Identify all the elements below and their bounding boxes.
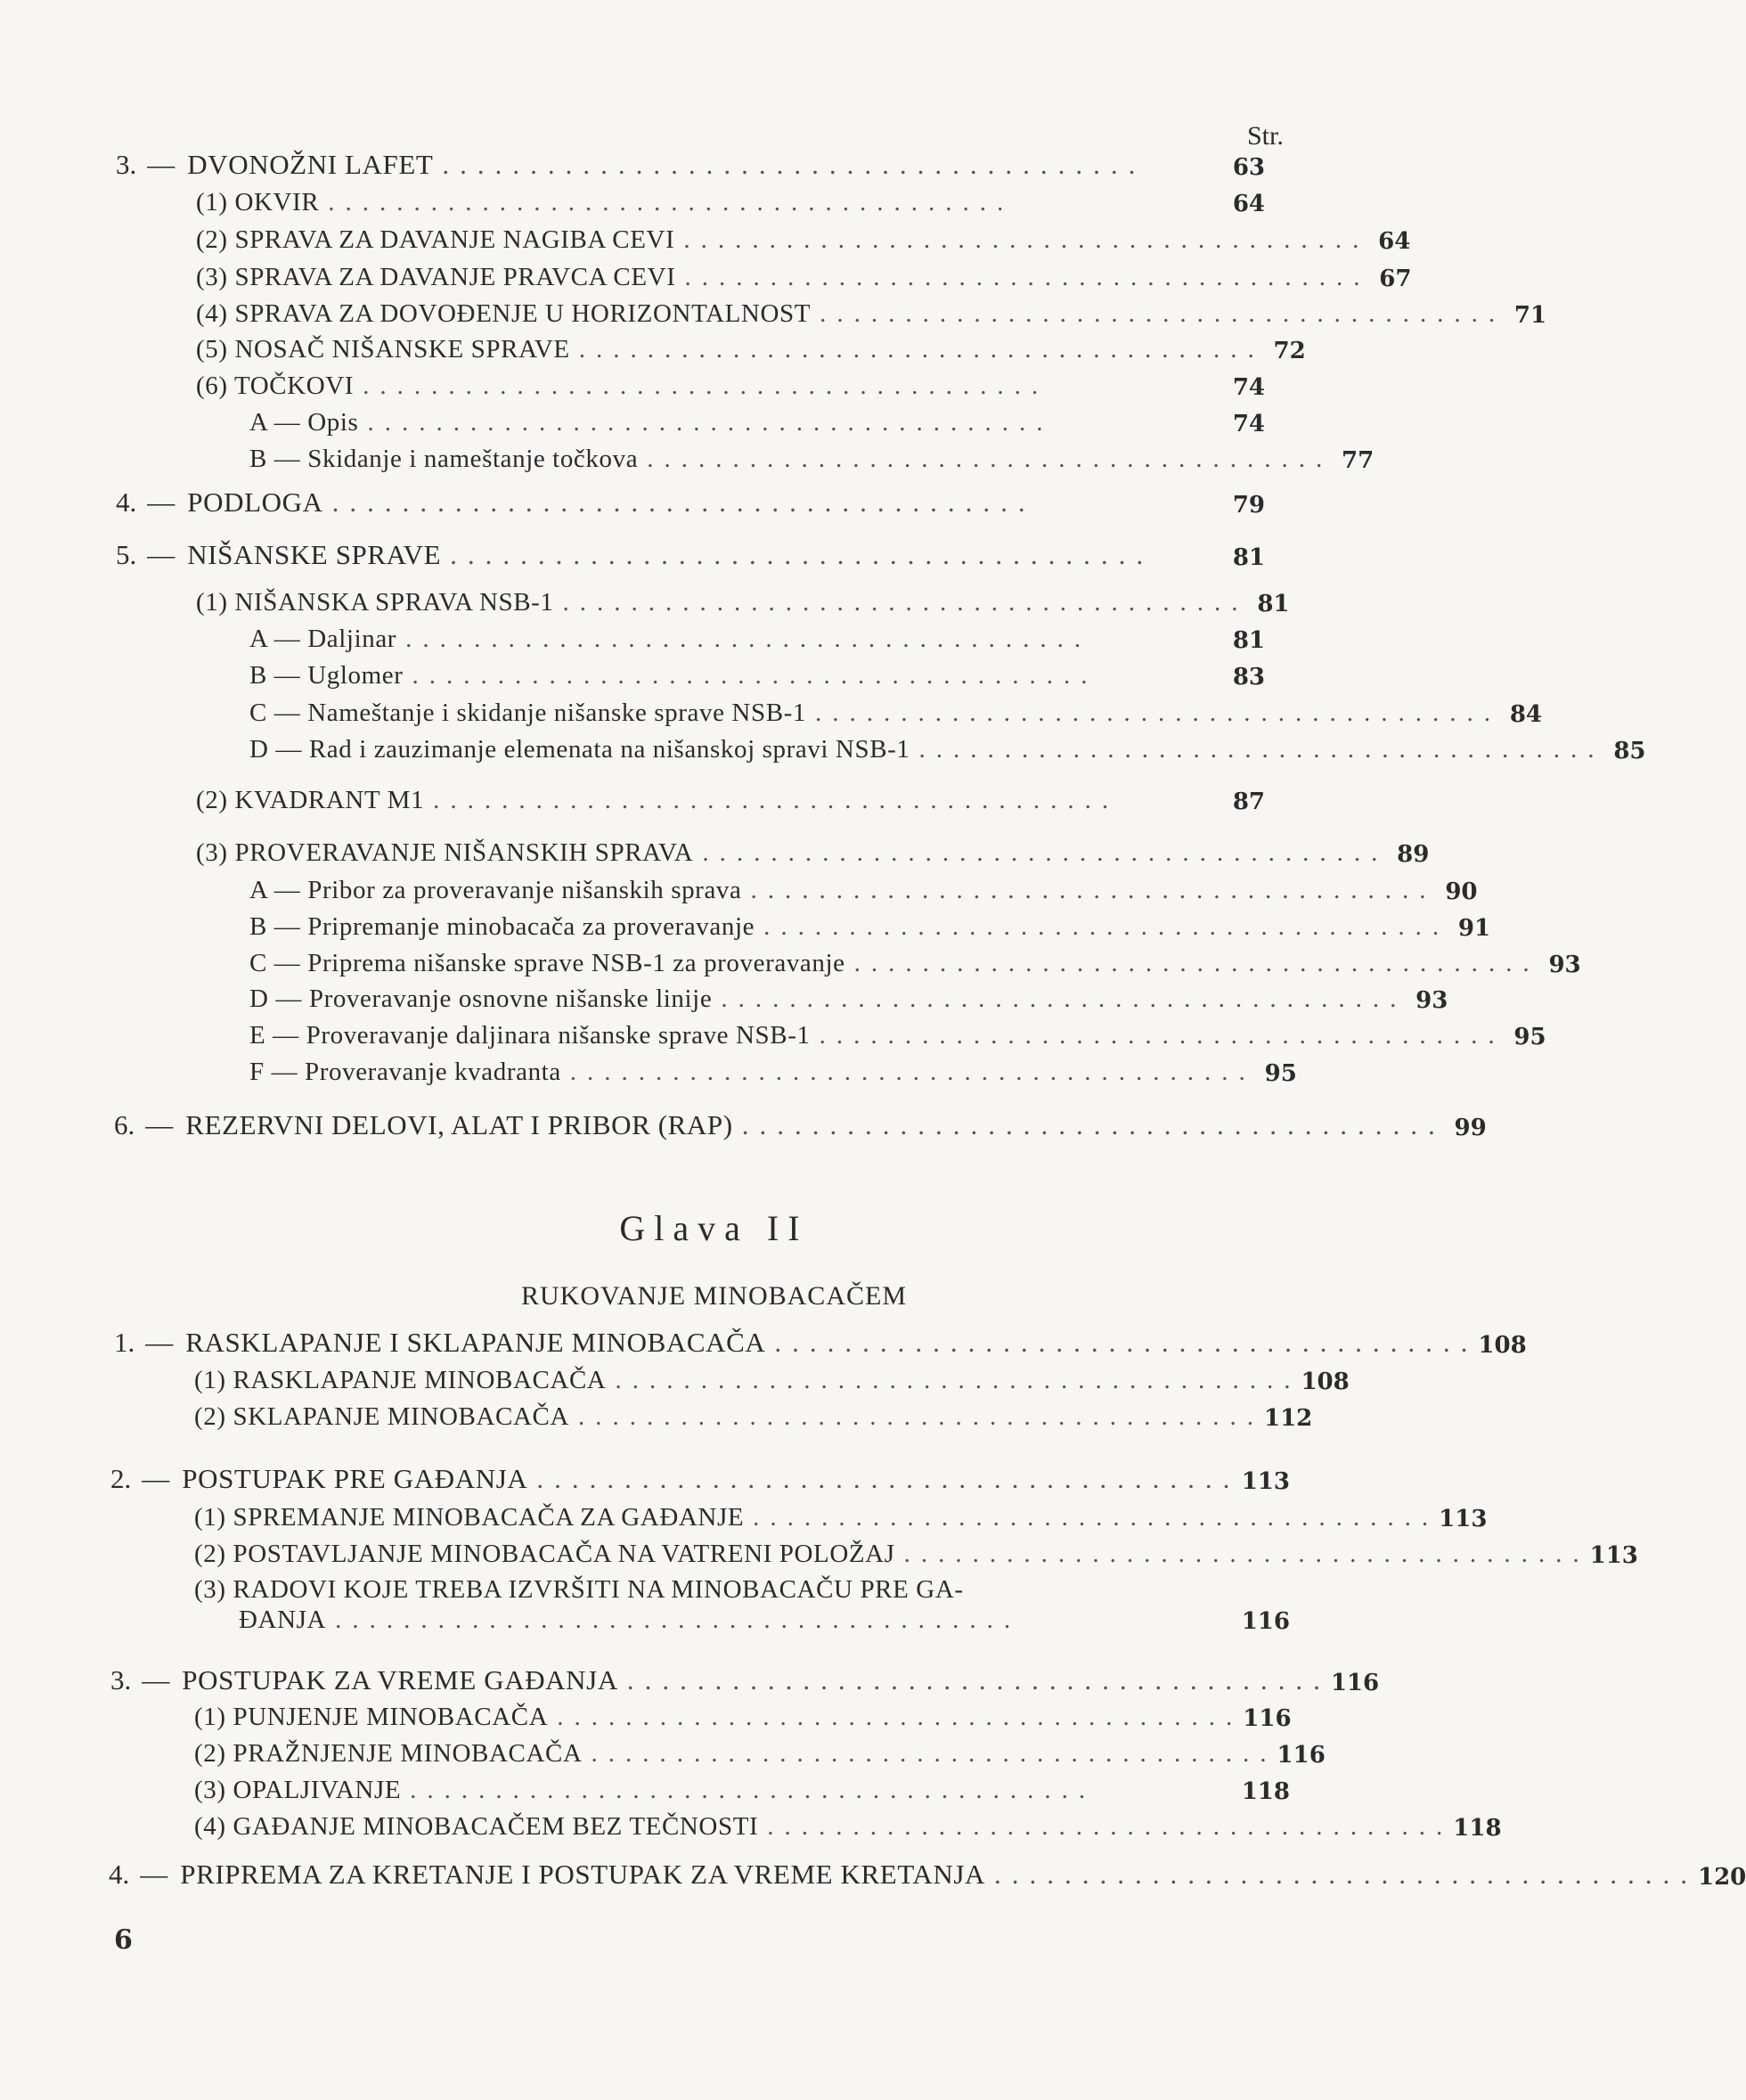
toc-entry — [249, 980, 1448, 1014]
dot-leader: ........................................ — [367, 408, 1054, 437]
entry-title: B — Uglomer — [249, 661, 404, 690]
entry-page: 118 — [1453, 1815, 1502, 1842]
toc-entry — [194, 1535, 1638, 1569]
toc-entry — [249, 908, 1491, 942]
entry-title: D — Proveravanje osnovne nišanske linije — [249, 985, 713, 1013]
dot-leader: ........................................ — [562, 588, 1249, 617]
toc-entry — [116, 537, 1265, 571]
toc-entry — [114, 1107, 1487, 1141]
entry-title: (4) SPRAVA ZA DOVOĐENJE U HORIZONTALNOST — [196, 299, 812, 328]
entry-title: (3) RADOVI KOJE TREBA IZVRŠITI NA MINOBACAČU PRE GA- — [194, 1575, 964, 1604]
toc-entry — [196, 834, 1430, 868]
toc-entry — [194, 1735, 1326, 1769]
dot-leader: ........................................ — [615, 1366, 1301, 1394]
dot-leader: ........................................ — [412, 661, 1098, 690]
entry-page: 67 — [1379, 266, 1412, 292]
dot-leader: ........................................ — [577, 1402, 1264, 1431]
toc-entry — [239, 1601, 1290, 1635]
toc-entry — [116, 485, 1265, 519]
entry-dash: — — [145, 1327, 174, 1358]
entry-title: E — Proveravanje daljinara nišanske sprave NSB-1 — [249, 1021, 811, 1050]
chapter-title: Glava II — [619, 1208, 809, 1248]
entry-dash: — — [142, 1664, 170, 1696]
entry-page: 116 — [1277, 1742, 1326, 1769]
dot-leader: ........................................ — [626, 1664, 1331, 1696]
dot-leader: ........................................ — [918, 735, 1605, 764]
entry-page: 116 — [1241, 1608, 1290, 1635]
entry-page: 83 — [1232, 664, 1265, 690]
entry-dash: — — [147, 149, 175, 180]
entry-page: 64 — [1232, 191, 1265, 217]
entry-page: 108 — [1478, 1332, 1527, 1359]
entry-page: 93 — [1416, 987, 1448, 1014]
dot-leader: ........................................ — [578, 335, 1265, 364]
entry-title: A — Pribor za proveravanje nišanskih sprava — [249, 876, 742, 904]
entry-title: RASKLAPANJE I SKLAPANJE MINOBACAČA — [185, 1327, 766, 1358]
entry-title: (4) GAĐANJE MINOBACAČEM BEZ TEČNOSTI — [194, 1812, 759, 1841]
entry-dash: — — [147, 539, 175, 570]
entry-title: (1) RASKLAPANJE MINOBACAČA — [194, 1366, 607, 1394]
entry-title: ĐANJA — [239, 1606, 327, 1634]
entry-number: 4. — [109, 1859, 130, 1890]
entry-title: (3) PROVERAVANJE NIŠANSKIH SPRAVA — [196, 838, 694, 867]
dot-leader: ........................................ — [410, 1776, 1097, 1804]
entry-number: 3. — [116, 149, 137, 180]
page-column-label: Str. — [1247, 121, 1284, 151]
entry-dash: — — [140, 1859, 168, 1890]
dot-leader: ........................................ — [591, 1739, 1277, 1768]
dot-leader: ........................................ — [335, 1606, 1022, 1634]
toc-entry — [116, 147, 1265, 181]
toc-entry — [196, 367, 1265, 401]
toc-entry — [109, 1857, 1746, 1891]
entry-dash: — — [147, 486, 175, 518]
dot-leader: ........................................ — [363, 372, 1049, 400]
entry-title: DVONOŽNI LAFET — [187, 149, 434, 180]
entry-title: (2) SPRAVA ZA DAVANJE NAGIBA CEVI — [196, 225, 675, 254]
entry-page: 87 — [1232, 789, 1265, 815]
toc-entry — [194, 1499, 1488, 1532]
entry-number: 6. — [114, 1109, 135, 1140]
entry-page: 81 — [1257, 591, 1290, 617]
dot-leader: ........................................ — [702, 838, 1389, 867]
entry-page: 116 — [1330, 1670, 1380, 1696]
dot-leader: ........................................ — [569, 1058, 1256, 1086]
chapter-subtitle: RUKOVANJE MINOBACAČEM — [521, 1281, 907, 1311]
dot-leader: ........................................ — [753, 1503, 1440, 1532]
dot-leader: ........................................ — [819, 1021, 1505, 1050]
toc-entry — [249, 657, 1265, 690]
entry-page: 64 — [1378, 228, 1411, 255]
toc-entry — [249, 694, 1543, 728]
entry-page: 81 — [1232, 627, 1265, 654]
dot-leader: ........................................ — [750, 876, 1437, 904]
entry-page: 84 — [1509, 701, 1543, 728]
entry-page: 81 — [1232, 544, 1265, 571]
entry-title: POSTUPAK PRE GAĐANJA — [182, 1463, 528, 1494]
dot-leader: ........................................ — [820, 299, 1506, 328]
dot-leader: ........................................ — [903, 1540, 1590, 1568]
dot-leader: ........................................ — [536, 1463, 1241, 1494]
entry-title: PRIPREMA ZA KRETANJE I POSTUPAK ZA VREME KRETANJA — [180, 1859, 985, 1890]
entry-page: 63 — [1232, 154, 1265, 181]
dot-leader: ........................................ — [853, 949, 1540, 977]
dot-leader: ........................................ — [994, 1859, 1698, 1890]
toc-entry — [196, 295, 1547, 329]
entry-title: B — Pripremanje minobacača za proveravanje — [249, 912, 755, 941]
entry-title: REZERVNI DELOVI, ALAT I PRIBOR (RAP) — [185, 1109, 733, 1140]
dot-leader: ........................................ — [557, 1703, 1244, 1731]
dot-leader: ........................................ — [683, 225, 1370, 254]
dot-leader: ........................................ — [763, 912, 1450, 941]
dot-leader: ........................................ — [405, 625, 1092, 653]
entry-title: (5) NOSAČ NIŠANSKE SPRAVE — [196, 335, 570, 364]
entry-dash: — — [142, 1463, 170, 1494]
entry-title: (2) KVADRANT M1 — [196, 786, 425, 814]
entry-page: 116 — [1243, 1705, 1292, 1732]
toc-entry — [196, 258, 1412, 292]
dot-leader: ........................................ — [774, 1327, 1479, 1358]
entry-title: (3) OPALJIVANJE — [194, 1776, 402, 1804]
entry-number: 3. — [110, 1664, 132, 1696]
entry-page: 91 — [1457, 915, 1491, 942]
entry-page: 113 — [1589, 1542, 1638, 1569]
entry-title: A — Daljinar — [249, 625, 397, 653]
entry-page: 90 — [1445, 878, 1478, 905]
toc-entry — [249, 1017, 1546, 1050]
toc-entry — [194, 1698, 1290, 1732]
entry-title: NIŠANSKE SPRAVE — [187, 539, 442, 570]
entry-page: 71 — [1513, 302, 1547, 329]
dot-leader: ........................................ — [328, 188, 1015, 217]
entry-title: (2) POSTAVLJANJE MINOBACAČA NA VATRENI POLOŽAJ — [194, 1540, 895, 1568]
toc-entry — [194, 1398, 1313, 1432]
entry-page: 72 — [1273, 338, 1306, 364]
toc-entry — [194, 1571, 1290, 1605]
dot-leader: ........................................ — [647, 445, 1334, 473]
dot-leader: ........................................ — [331, 486, 1036, 518]
entry-page: 99 — [1454, 1115, 1487, 1141]
toc-entry — [196, 221, 1411, 255]
entry-title: D — Rad i zauzimanje elemenata na nišanskoj spravi NSB-1 — [249, 735, 910, 764]
entry-title: (3) SPRAVA ZA DAVANJE PRAVCA CEVI — [196, 263, 676, 291]
dot-leader: ........................................ — [684, 263, 1371, 291]
entry-page: 89 — [1397, 841, 1430, 868]
entry-title: A — Opis — [249, 408, 359, 437]
entry-page: 112 — [1263, 1405, 1313, 1432]
entry-number: 4. — [116, 486, 137, 518]
entry-page: 85 — [1613, 738, 1646, 764]
toc-entry — [249, 1053, 1297, 1087]
entry-number: 2. — [110, 1463, 132, 1494]
toc-entry — [110, 1461, 1290, 1495]
entry-page: 93 — [1548, 952, 1581, 978]
dot-leader: ........................................ — [721, 985, 1407, 1013]
entry-page: 120 — [1698, 1864, 1746, 1891]
entry-title: (1) NIŠANSKA SPRAVA NSB-1 — [196, 588, 554, 617]
entry-title: (6) TOČKOVI — [196, 372, 355, 400]
toc-entry — [194, 1771, 1290, 1805]
toc-entry — [249, 404, 1265, 437]
entry-page: 113 — [1241, 1468, 1290, 1495]
page-number: 6 — [114, 1924, 133, 1956]
entry-page: 95 — [1264, 1060, 1297, 1087]
entry-title: C — Priprema nišanske sprave NSB-1 za proveravanje — [249, 949, 845, 977]
toc-entry — [110, 1663, 1380, 1696]
entry-title: (1) OKVIR — [196, 188, 320, 217]
toc-entry — [196, 781, 1265, 815]
entry-page: 74 — [1232, 374, 1265, 401]
entry-page: 74 — [1232, 411, 1265, 437]
entry-page: 79 — [1232, 492, 1265, 519]
dot-leader: ........................................ — [767, 1812, 1454, 1841]
entry-number: 1. — [114, 1327, 135, 1358]
entry-page: 95 — [1513, 1024, 1546, 1050]
toc-entry — [196, 331, 1306, 364]
entry-title: POSTUPAK ZA VREME GAĐANJA — [182, 1664, 618, 1696]
entry-title: (2) PRAŽNJENJE MINOBACAČA — [194, 1739, 583, 1768]
entry-number: 5. — [116, 539, 137, 570]
dot-leader: ........................................ — [450, 539, 1154, 570]
toc-entry — [249, 440, 1375, 474]
toc-entry — [196, 584, 1290, 617]
entry-page: 77 — [1342, 447, 1375, 474]
toc-entry — [249, 620, 1265, 654]
entry-title: (2) SKLAPANJE MINOBACAČA — [194, 1402, 569, 1431]
dot-leader: ........................................ — [442, 149, 1146, 180]
entry-title: (1) SPREMANJE MINOBACAČA ZA GAĐANJE — [194, 1503, 745, 1532]
toc-entry — [249, 871, 1478, 905]
toc-entry — [194, 1361, 1350, 1395]
entry-dash: — — [145, 1109, 174, 1140]
dot-leader: ........................................ — [433, 786, 1120, 814]
entry-page: 118 — [1241, 1778, 1290, 1805]
entry-title: PODLOGA — [187, 486, 323, 518]
toc-entry — [196, 184, 1265, 217]
toc-entry — [249, 731, 1646, 764]
entry-title: C — Nameštanje i skidanje nišanske sprave NSB-1 — [249, 699, 807, 727]
entry-page: 108 — [1301, 1369, 1350, 1395]
entry-page: 113 — [1439, 1506, 1488, 1532]
dot-leader: ........................................ — [741, 1109, 1446, 1140]
entry-title: F — Proveravanje kvadranta — [249, 1058, 561, 1086]
toc-entry — [114, 1325, 1527, 1359]
toc-entry — [249, 944, 1581, 978]
entry-title: (1) PUNJENJE MINOBACAČA — [194, 1703, 549, 1731]
entry-title: B — Skidanje i nameštanje točkova — [249, 445, 639, 473]
dot-leader: ........................................ — [815, 699, 1502, 727]
toc-entry — [194, 1808, 1502, 1842]
